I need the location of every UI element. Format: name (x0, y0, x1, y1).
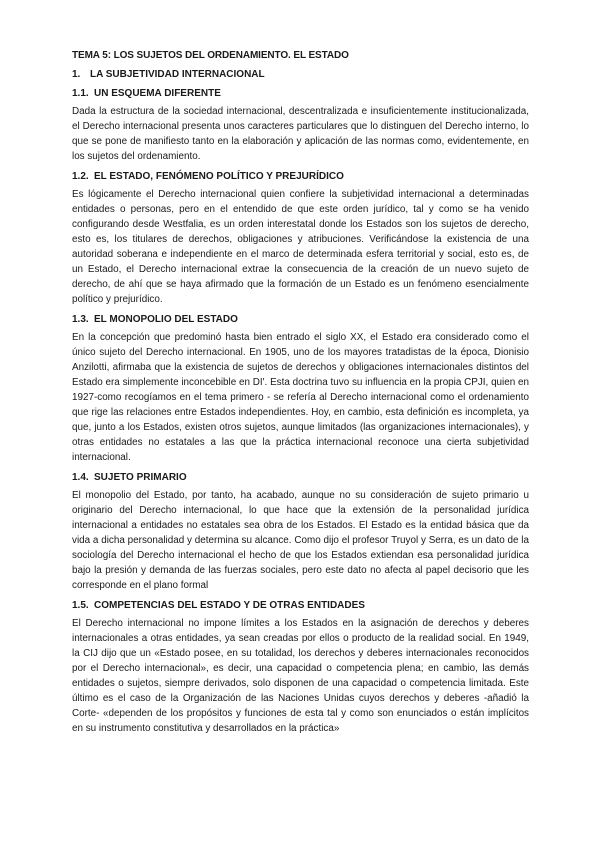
subsection-number: 1.2. (72, 171, 89, 182)
subsection-heading-1-4 (72, 470, 529, 485)
paragraph-1-4: El monopolio del Estado, por tanto, ha acabado, aunque no su consideración de sujeto primario u originario del Derecho internacional, lo que hace que la extensión de la personalidad jurídica internacional a entidades no estatales sea obra de los Estados. El Estado es la entidad básica que da vida a dicha personalidad y determina su alcance. Como dijo el profesor Truyol y Serra, es un dato de la sociología del Derecho internacional el hecho de que los Estados extiendan esa personalidad jurídica bajo la presión y demanda de las fuerzas sociales, pero este dato no afecta al papel decisorio que les corresponde en el plano formal (72, 490, 529, 591)
document-title: TEMA 5: LOS SUJETOS DEL ORDENAMIENTO. EL ESTADO (72, 50, 349, 61)
subsection-heading-1-5 (72, 598, 529, 613)
paragraph-1-3: En la concepción que predominó hasta bien entrado el siglo XX, el Estado era considerado como el único sujeto del Derecho internacional. En 1905, uno de los mayores tratadistas de la época, Dionisio Anzilotti, afirmaba que la existencia de sujetos de derechos y obligaciones internacionales distintos del Estado era simplemente inconcebible en DI'. Esta doctrina tuvo su influencia en la propia CPJI, quien en 1927-como recogíamos en el tema primero - se refería al Derecho internacional como el ordenamiento que rige las relaciones entre Estados independientes. Hoy, en cambio, esta definición es incompleta, ya que, junto a los Estados, existen otros sujetos, aunque limitados (las organizaciones internacionales), y otras entidades no estatales a las que la práctica internacional reconoce una cierta subjetividad internacional. (72, 332, 529, 463)
section-number: 1. (72, 69, 81, 80)
subsection-title: SUJETO PRIMARIO (94, 472, 187, 483)
paragraph-1-5: El Derecho internacional no impone límites a los Estados en la asignación de derechos y deberes internacionales a otras entidades, ya sean creadas por ellos o producto de la realidad social. En 1949, la CIJ dijo que un «Estado posee, en su totalidad, los derechos y deberes internacionales reconocidos por el Derecho internacional», es decir, una capacidad o competencia plena; en cambio, las demás entidades o sujetos, siempre derivados, solo disponen de una capacidad o competencia limitada. Este último es el caso de la Organización de las Naciones Unidas cuyos derechos y deberes -añadió la Corte- «dependen de los propósitos y funciones de esta tal y como son enunciados o están implícitos en su instrumento constitutiva y desarrollados en la práctica» (72, 618, 529, 734)
paragraph-1-1: Dada la estructura de la sociedad internacional, descentralizada e insuficientemente institucionalizada, el Derecho internacional presenta unos caracteres particulares que lo distinguen del Derecho interno, lo que se pone de manifiesto tanto en la elaboración y aplicación de las normas como, evidentemente, en los sujetos del ordenamiento. (72, 106, 529, 162)
subsection-title: EL ESTADO, FENÓMENO POLÍTICO Y PREJURÍDICO (94, 171, 344, 182)
subsection-title: UN ESQUEMA DIFERENTE (94, 88, 221, 99)
section-title: LA SUBJETIVIDAD INTERNACIONAL (90, 69, 265, 80)
subsection-heading-1-3 (72, 312, 529, 327)
subsection-heading-1-2 (72, 169, 529, 184)
subsection-number: 1.3. (72, 314, 89, 325)
subsection-title: COMPETENCIAS DEL ESTADO Y DE OTRAS ENTIDADES (94, 600, 365, 611)
subsection-heading-1-1 (72, 86, 529, 101)
subsection-title: EL MONOPOLIO DEL ESTADO (94, 314, 238, 325)
subsection-number: 1.1. (72, 88, 89, 99)
paragraph-1-2: Es lógicamente el Derecho internacional quien confiere la subjetividad internacional a determinadas entidades o personas, pero en el entendido de que este orden jurídico, tal y como se ha venido configurando desde Westfalia, es un orden interestatal donde los Estados son los sujetos de derecho, esto es, los titulares de derechos, obligaciones y atribuciones. Verificándose la existencia de una autoridad soberana e independiente en el marco de determinada esfera territorial y social, esto es, de un Estado, el Derecho internacional extrae la consecuencia de la creación de un nuevo sujeto de derecho, de ahí que se haya afirmado que la formación de un Estado es un fenómeno esencialmente político y prejurídico. (72, 189, 529, 305)
section-heading-1 (72, 67, 529, 82)
subsection-number: 1.4. (72, 472, 89, 483)
subsection-number: 1.5. (72, 600, 89, 611)
document-page (72, 48, 529, 741)
